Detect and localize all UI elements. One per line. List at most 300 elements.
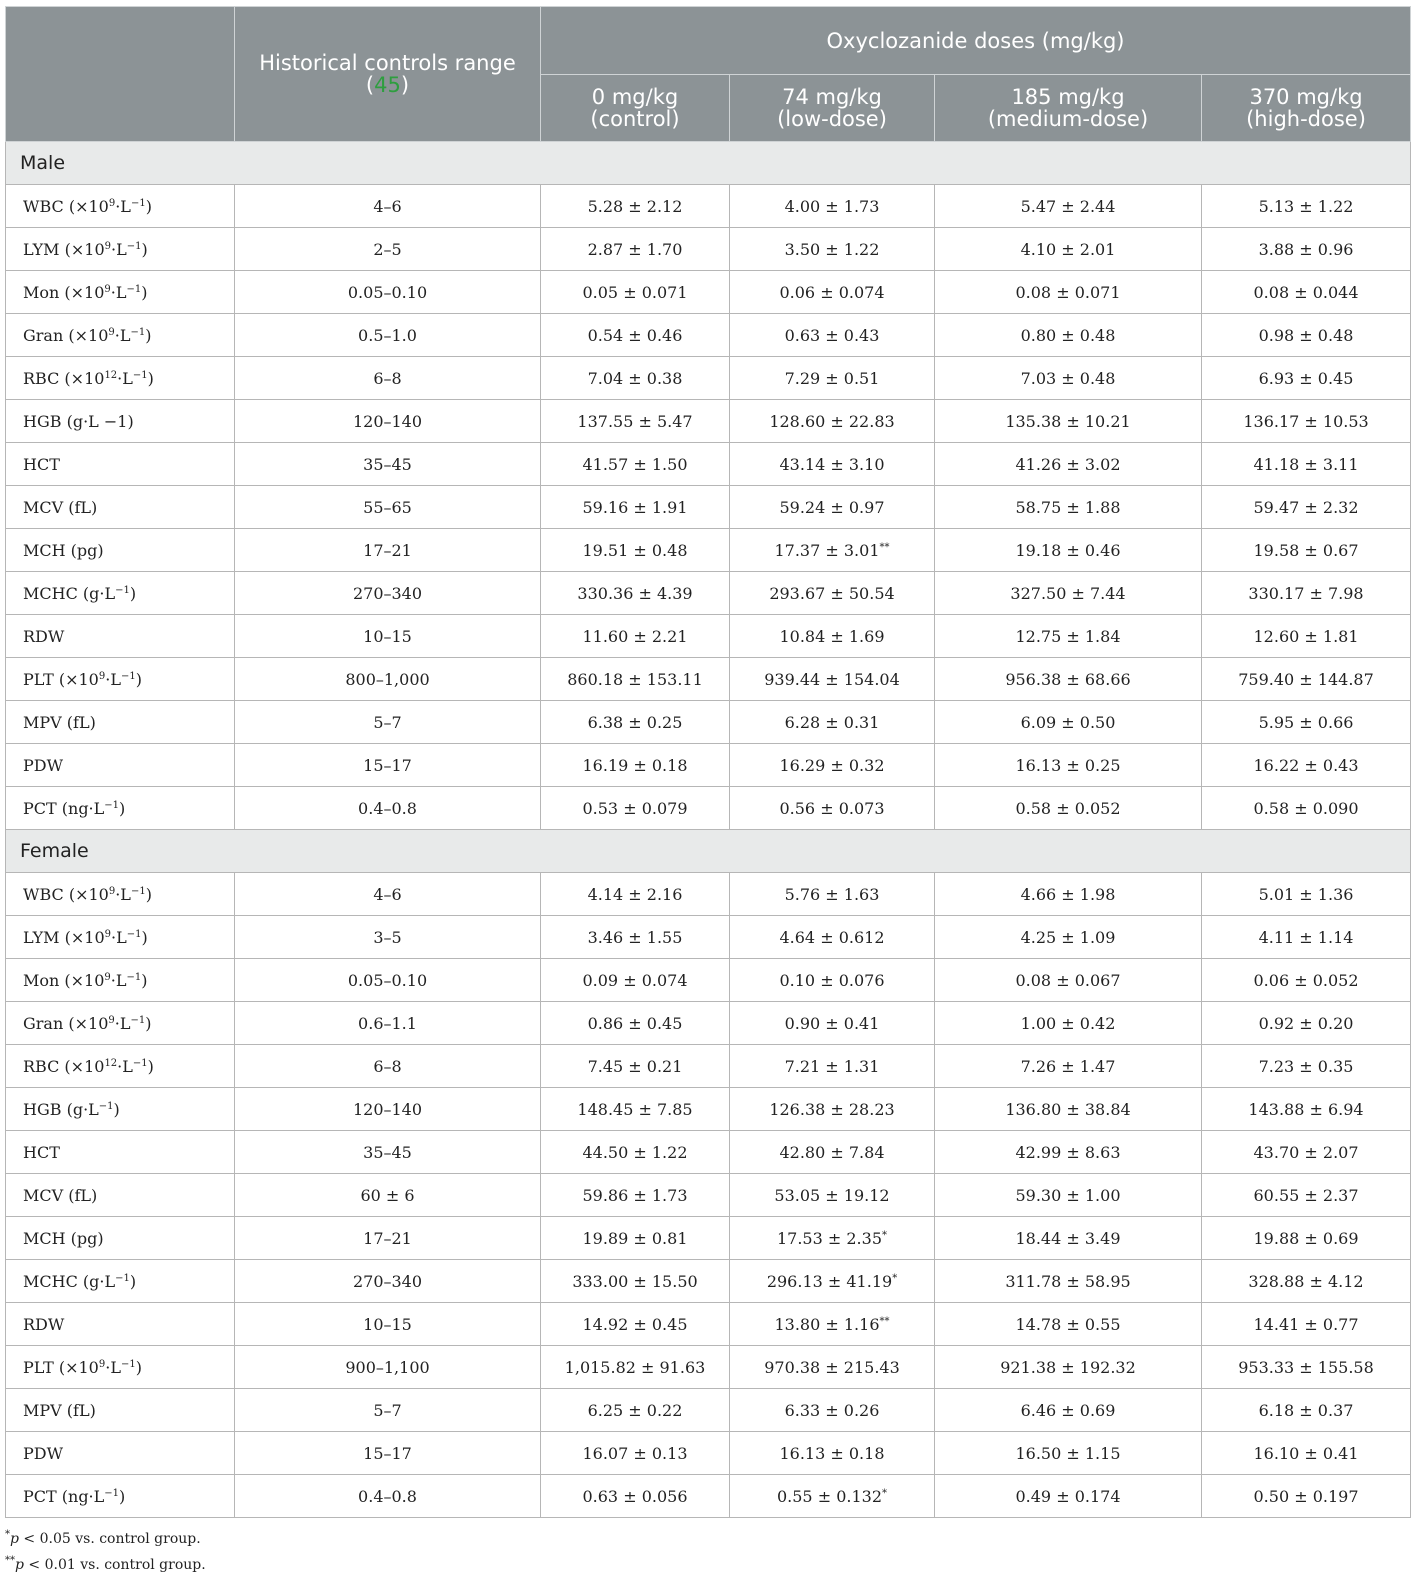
significance-mark: * <box>892 1272 898 1284</box>
dose-value-cell <box>935 443 1202 486</box>
table-row <box>6 1088 1411 1131</box>
cell-value: 43.70 ± 2.07 <box>1253 1142 1359 1162</box>
dose-value-cell <box>730 228 935 271</box>
cell-value: 120–140 <box>352 411 423 431</box>
dose-value-cell <box>935 1002 1202 1045</box>
parameter-name: Gran (×10 <box>23 325 109 345</box>
cell-value: 120–140 <box>352 1099 423 1119</box>
dose-value-cell <box>935 486 1202 529</box>
dose-value-cell <box>541 744 730 787</box>
table-row <box>6 443 1411 486</box>
exponent: 9 <box>108 1014 115 1026</box>
parameter-label <box>6 1174 235 1217</box>
unit-end: ) <box>119 798 126 818</box>
cell-value: 0.06 ± 0.074 <box>779 282 885 302</box>
cell-value: 953.33 ± 155.58 <box>1238 1357 1374 1377</box>
parameter-label <box>6 787 235 830</box>
cell-value: 17.53 ± 2.35 <box>776 1228 882 1248</box>
cell-value: 3.88 ± 0.96 <box>1258 239 1354 259</box>
cell-value: 58.75 ± 1.88 <box>1015 497 1121 517</box>
cell-value: 3–5 <box>373 927 402 947</box>
footnote <box>5 1526 1410 1552</box>
cell-value: 12.60 ± 1.81 <box>1253 626 1359 646</box>
cell-value: 59.16 ± 1.91 <box>582 497 688 517</box>
parameter-label <box>6 1045 235 1088</box>
table-row <box>6 271 1411 314</box>
historical-range-cell <box>235 1475 541 1518</box>
cell-value: 311.78 ± 58.95 <box>1005 1271 1131 1291</box>
cell-value: 35–45 <box>363 1142 412 1162</box>
table-row <box>6 1432 1411 1475</box>
cell-value: 6–8 <box>373 1056 402 1076</box>
table-container <box>5 6 1410 1578</box>
parameter-label <box>6 1088 235 1131</box>
unit-suffix: ·L <box>114 325 131 345</box>
cell-value: 4.66 ± 1.98 <box>1020 884 1116 904</box>
parameter-label <box>6 1475 235 1518</box>
historical-range-cell <box>235 1303 541 1346</box>
cell-value: 0.4–0.8 <box>358 798 417 818</box>
dose-value-cell <box>1202 1174 1411 1217</box>
footnote <box>5 1552 1410 1578</box>
reference-link[interactable]: 45 <box>374 73 401 97</box>
cell-value: 0.09 ± 0.074 <box>582 970 688 990</box>
dose-value-cell <box>541 271 730 314</box>
table-row <box>6 228 1411 271</box>
table-row <box>6 400 1411 443</box>
historical-range-cell <box>235 271 541 314</box>
cell-value: 43.14 ± 3.10 <box>779 454 885 474</box>
cell-value: 6–8 <box>373 368 402 388</box>
cell-value: 5.01 ± 1.36 <box>1258 884 1354 904</box>
cell-value: 6.93 ± 0.45 <box>1258 368 1354 388</box>
cell-value: 59.24 ± 0.97 <box>779 497 885 517</box>
dose-value-cell <box>1202 314 1411 357</box>
historical-range-cell <box>235 1217 541 1260</box>
dose-value-cell <box>935 572 1202 615</box>
dose-value-cell <box>1202 873 1411 916</box>
cell-value: 35–45 <box>363 454 412 474</box>
historical-range-cell <box>235 314 541 357</box>
historical-range-cell <box>235 701 541 744</box>
parameter-name: PDW <box>23 1443 64 1463</box>
dose-value-cell <box>730 185 935 228</box>
exponent: −1 <box>104 1487 120 1499</box>
dose-value-cell <box>1202 744 1411 787</box>
cell-value: 5.28 ± 2.12 <box>587 196 683 216</box>
dose-value-cell <box>730 1475 935 1518</box>
cell-value: 19.18 ± 0.46 <box>1015 540 1121 560</box>
cell-value: 128.60 ± 22.83 <box>769 411 895 431</box>
cell-value: 5–7 <box>373 712 402 732</box>
section-title: Female <box>6 830 1411 873</box>
table-row <box>6 1389 1411 1432</box>
cell-value: 0.50 ± 0.197 <box>1253 1486 1359 1506</box>
cell-value: 4.64 ± 0.612 <box>779 927 885 947</box>
section-title: Male <box>6 142 1411 185</box>
dose-value-cell <box>541 873 730 916</box>
parameter-name: RBC (×10 <box>23 1056 105 1076</box>
parameter-label <box>6 1260 235 1303</box>
cell-value: 330.17 ± 7.98 <box>1248 583 1364 603</box>
unit-end: ) <box>113 1099 120 1119</box>
dose-group-label: (high-dose) <box>1246 107 1366 131</box>
cell-value: 10.84 ± 1.69 <box>779 626 885 646</box>
cell-value: 7.23 ± 0.35 <box>1258 1056 1354 1076</box>
dose-value-cell <box>541 314 730 357</box>
unit-suffix: ·L <box>114 1013 131 1033</box>
dose-amount: 370 mg/kg <box>1249 85 1363 109</box>
cell-value: 0.90 ± 0.41 <box>784 1013 880 1033</box>
header-dose-1 <box>730 75 935 142</box>
cell-value: 19.89 ± 0.81 <box>582 1228 688 1248</box>
cell-value: 7.21 ± 1.31 <box>784 1056 880 1076</box>
unit-end: ) <box>135 669 142 689</box>
dose-value-cell <box>1202 529 1411 572</box>
cell-value: 17–21 <box>363 540 412 560</box>
unit-end: ) <box>141 927 148 947</box>
unit-suffix: ·L <box>110 282 127 302</box>
footnote-p: p <box>15 1557 24 1573</box>
parameter-label <box>6 529 235 572</box>
unit-end: ) <box>145 1013 152 1033</box>
exponent: −1 <box>130 326 146 338</box>
dose-value-cell <box>541 228 730 271</box>
parameter-label <box>6 185 235 228</box>
dose-group-label: (medium-dose) <box>987 107 1149 131</box>
unit-suffix: ·L <box>111 927 127 947</box>
cell-value: 19.58 ± 0.67 <box>1253 540 1359 560</box>
historical-range-cell <box>235 1389 541 1432</box>
cell-value: 137.55 ± 5.47 <box>577 411 693 431</box>
cell-value: 59.86 ± 1.73 <box>582 1185 688 1205</box>
dose-value-cell <box>541 1174 730 1217</box>
cell-value: 5.13 ± 1.22 <box>1258 196 1354 216</box>
cell-value: 13.80 ± 1.16 <box>774 1314 880 1334</box>
exponent: −1 <box>130 197 146 209</box>
dose-value-cell <box>935 314 1202 357</box>
cell-value: 7.04 ± 0.38 <box>587 368 683 388</box>
unit-suffix: ·L <box>115 884 131 904</box>
parameter-label <box>6 228 235 271</box>
dose-value-cell <box>541 1389 730 1432</box>
dose-value-cell <box>1202 1303 1411 1346</box>
exponent: −1 <box>115 584 130 596</box>
historical-label: Historical controls range <box>259 51 516 75</box>
header-historical <box>235 7 541 142</box>
cell-value: 296.13 ± 41.19 <box>766 1271 893 1291</box>
cell-value: 4.14 ± 2.16 <box>587 884 683 904</box>
unit-suffix: ·L <box>105 1357 121 1377</box>
cell-value: 17–21 <box>363 1228 412 1248</box>
dose-value-cell <box>1202 1260 1411 1303</box>
footnote-mark: * <box>5 1529 10 1540</box>
cell-value: 16.13 ± 0.25 <box>1015 755 1121 775</box>
parameter-label <box>6 443 235 486</box>
cell-value: 1,015.82 ± 91.63 <box>564 1357 706 1377</box>
parameter-label <box>6 744 235 787</box>
dose-value-cell <box>935 1131 1202 1174</box>
dose-value-cell <box>541 1475 730 1518</box>
dose-value-cell <box>935 1389 1202 1432</box>
exponent: 9 <box>98 670 106 682</box>
parameter-name: MPV (fL) <box>23 712 96 732</box>
cell-value: 0.58 ± 0.052 <box>1015 798 1121 818</box>
cell-value: 5–7 <box>373 1400 402 1420</box>
dose-value-cell <box>730 1260 935 1303</box>
dose-value-cell <box>541 529 730 572</box>
significance-mark: ** <box>879 541 890 553</box>
parameter-name: RDW <box>23 1314 65 1334</box>
dose-value-cell <box>730 1389 935 1432</box>
footnote-text: < 0.01 vs. control group. <box>23 1557 206 1573</box>
parameter-label <box>6 572 235 615</box>
parameter-label <box>6 314 235 357</box>
table-row <box>6 959 1411 1002</box>
unit-end: ) <box>141 970 148 990</box>
cell-value: 6.46 ± 0.69 <box>1020 1400 1116 1420</box>
parameter-label <box>6 357 235 400</box>
parameter-name: WBC (×10 <box>23 884 109 904</box>
cell-value: 0.5–1.0 <box>358 325 417 345</box>
table-row <box>6 1217 1411 1260</box>
dose-value-cell <box>730 1131 935 1174</box>
header-dose-2 <box>935 75 1202 142</box>
cell-value: 0.56 ± 0.073 <box>779 798 885 818</box>
historical-range-cell <box>235 744 541 787</box>
dose-value-cell <box>935 271 1202 314</box>
exponent: −1 <box>132 1057 148 1069</box>
header-blank <box>6 7 235 142</box>
parameter-name: PLT (×10 <box>23 669 99 689</box>
cell-value: 148.45 ± 7.85 <box>577 1099 693 1119</box>
ref-open: ( <box>365 73 375 97</box>
parameter-label <box>6 658 235 701</box>
dose-value-cell <box>730 1303 935 1346</box>
cell-value: 327.50 ± 7.44 <box>1010 583 1126 603</box>
cell-value: 939.44 ± 154.04 <box>764 669 900 689</box>
cell-value: 1.00 ± 0.42 <box>1020 1013 1116 1033</box>
dose-value-cell <box>935 1303 1202 1346</box>
dose-value-cell <box>1202 400 1411 443</box>
cell-value: 41.18 ± 3.11 <box>1253 454 1359 474</box>
dose-value-cell <box>541 916 730 959</box>
parameter-name: Mon (×10 <box>23 282 105 302</box>
cell-value: 10–15 <box>363 626 412 646</box>
unit-end: ) <box>141 282 148 302</box>
dose-value-cell <box>541 959 730 1002</box>
parameter-label <box>6 615 235 658</box>
header-dose-3 <box>1202 75 1411 142</box>
dose-group-label: (low-dose) <box>777 107 887 131</box>
dose-value-cell <box>730 400 935 443</box>
dose-value-cell <box>1202 1217 1411 1260</box>
dose-value-cell <box>935 701 1202 744</box>
dose-value-cell <box>935 916 1202 959</box>
cell-value: 7.29 ± 0.51 <box>784 368 880 388</box>
cell-value: 0.58 ± 0.090 <box>1253 798 1359 818</box>
exponent: −1 <box>120 1358 136 1370</box>
parameter-name: MCV (fL) <box>23 1185 98 1205</box>
dose-value-cell <box>541 701 730 744</box>
cell-value: 0.4–0.8 <box>358 1486 417 1506</box>
cell-value: 16.22 ± 0.43 <box>1253 755 1359 775</box>
dose-value-cell <box>541 1217 730 1260</box>
cell-value: 17.37 ± 3.01 <box>774 540 880 560</box>
exponent: 9 <box>108 197 116 209</box>
cell-value: 60.55 ± 2.37 <box>1253 1185 1359 1205</box>
parameter-name: HGB (g·L −1) <box>23 411 134 431</box>
cell-value: 14.78 ± 0.55 <box>1015 1314 1121 1334</box>
cell-value: 900–1,100 <box>345 1357 430 1377</box>
cell-value: 956.38 ± 68.66 <box>1005 669 1131 689</box>
cell-value: 4.25 ± 1.09 <box>1020 927 1116 947</box>
exponent: 9 <box>104 928 112 940</box>
cell-value: 4.00 ± 1.73 <box>784 196 880 216</box>
dose-amount: 0 mg/kg <box>591 85 679 109</box>
cell-value: 293.67 ± 50.54 <box>769 583 895 603</box>
dose-value-cell <box>541 1045 730 1088</box>
unit-suffix: ·L <box>115 196 131 216</box>
historical-range-cell <box>235 1131 541 1174</box>
historical-range-cell <box>235 916 541 959</box>
parameter-label <box>6 1217 235 1260</box>
dose-value-cell <box>730 529 935 572</box>
cell-value: 0.6–1.1 <box>358 1013 417 1033</box>
dose-amount: 185 mg/kg <box>1011 85 1125 109</box>
dose-amount: 74 mg/kg <box>782 85 882 109</box>
cell-value: 12.75 ± 1.84 <box>1015 626 1121 646</box>
dose-value-cell <box>541 357 730 400</box>
dose-value-cell <box>1202 1346 1411 1389</box>
dose-value-cell <box>541 787 730 830</box>
historical-range-cell <box>235 1002 541 1045</box>
exponent: 12 <box>104 369 118 381</box>
historical-range-cell <box>235 1174 541 1217</box>
hematology-table <box>5 6 1411 1518</box>
unit-end: ) <box>129 1271 137 1291</box>
exponent: −1 <box>130 1014 146 1026</box>
cell-value: 7.26 ± 1.47 <box>1020 1056 1116 1076</box>
historical-range-cell <box>235 658 541 701</box>
cell-value: 0.05 ± 0.071 <box>582 282 688 302</box>
cell-value: 800–1,000 <box>345 669 430 689</box>
cell-value: 10–15 <box>363 1314 412 1334</box>
table-row <box>6 787 1411 830</box>
parameter-name: HCT <box>23 1142 60 1162</box>
cell-value: 0.63 ± 0.43 <box>784 325 880 345</box>
dose-value-cell <box>541 1432 730 1475</box>
table-row <box>6 486 1411 529</box>
dose-value-cell <box>541 658 730 701</box>
historical-range-cell <box>235 572 541 615</box>
dose-value-cell <box>1202 572 1411 615</box>
table-row <box>6 1260 1411 1303</box>
historical-range-cell <box>235 529 541 572</box>
table-row <box>6 1174 1411 1217</box>
dose-value-cell <box>935 1432 1202 1475</box>
footnote-mark: ** <box>5 1555 15 1566</box>
dose-value-cell <box>730 1217 935 1260</box>
cell-value: 0.05–0.10 <box>347 282 428 302</box>
cell-value: 6.28 ± 0.31 <box>784 712 880 732</box>
significance-mark: * <box>882 1487 887 1499</box>
dose-value-cell <box>730 744 935 787</box>
parameter-name: MCHC (g·L <box>23 1271 116 1291</box>
exponent: −1 <box>98 1100 114 1112</box>
cell-value: 0.53 ± 0.079 <box>582 798 688 818</box>
cell-value: 0.08 ± 0.067 <box>1015 970 1121 990</box>
dose-value-cell <box>935 1088 1202 1131</box>
parameter-label <box>6 1303 235 1346</box>
cell-value: 0.55 ± 0.132 <box>776 1486 882 1506</box>
cell-value: 5.95 ± 0.66 <box>1258 712 1354 732</box>
header-dose-group: Oxyclozanide doses (mg/kg) <box>541 7 1411 75</box>
cell-value: 4–6 <box>373 884 402 904</box>
dose-value-cell <box>935 1260 1202 1303</box>
table-row <box>6 314 1411 357</box>
dose-value-cell <box>1202 959 1411 1002</box>
table-row <box>6 916 1411 959</box>
cell-value: 44.50 ± 1.22 <box>582 1142 688 1162</box>
dose-value-cell <box>541 1002 730 1045</box>
significance-mark: ** <box>879 1315 890 1327</box>
cell-value: 11.60 ± 2.21 <box>582 626 688 646</box>
cell-value: 328.88 ± 4.12 <box>1248 1271 1364 1291</box>
cell-value: 42.99 ± 8.63 <box>1015 1142 1121 1162</box>
cell-value: 2.87 ± 1.70 <box>587 239 683 259</box>
cell-value: 41.57 ± 1.50 <box>582 454 688 474</box>
dose-value-cell <box>1202 916 1411 959</box>
cell-value: 143.88 ± 6.94 <box>1248 1099 1364 1119</box>
cell-value: 60 ± 6 <box>360 1185 415 1205</box>
cell-value: 7.45 ± 0.21 <box>587 1056 683 1076</box>
table-row <box>6 357 1411 400</box>
exponent: −1 <box>126 971 142 983</box>
historical-range-cell <box>235 873 541 916</box>
dose-value-cell <box>935 1346 1202 1389</box>
unit-suffix: ·L <box>105 669 121 689</box>
exponent: −1 <box>126 240 142 252</box>
dose-value-cell <box>541 572 730 615</box>
dose-value-cell <box>730 443 935 486</box>
cell-value: 5.76 ± 1.63 <box>784 884 880 904</box>
cell-value: 42.80 ± 7.84 <box>779 1142 885 1162</box>
dose-value-cell <box>1202 185 1411 228</box>
exponent: 9 <box>104 240 112 252</box>
unit-suffix: ·L <box>110 970 127 990</box>
dose-value-cell <box>935 959 1202 1002</box>
parameter-name: MCH (pg) <box>23 540 104 560</box>
parameter-label <box>6 701 235 744</box>
parameter-name: WBC (×10 <box>23 196 109 216</box>
dose-value-cell <box>541 400 730 443</box>
cell-value: 0.98 ± 0.48 <box>1258 325 1354 345</box>
footnote-text: < 0.05 vs. control group. <box>18 1531 201 1547</box>
parameter-label <box>6 486 235 529</box>
exponent: 9 <box>104 283 111 295</box>
parameter-label <box>6 1389 235 1432</box>
exponent: 9 <box>108 326 115 338</box>
table-row <box>6 1475 1411 1518</box>
unit-end: ) <box>119 1486 126 1506</box>
dose-value-cell <box>730 1002 935 1045</box>
cell-value: 41.26 ± 3.02 <box>1015 454 1121 474</box>
cell-value: 6.18 ± 0.37 <box>1258 1400 1354 1420</box>
cell-value: 135.38 ± 10.21 <box>1005 411 1131 431</box>
parameter-name: MCH (pg) <box>23 1228 104 1248</box>
dose-value-cell <box>541 1088 730 1131</box>
